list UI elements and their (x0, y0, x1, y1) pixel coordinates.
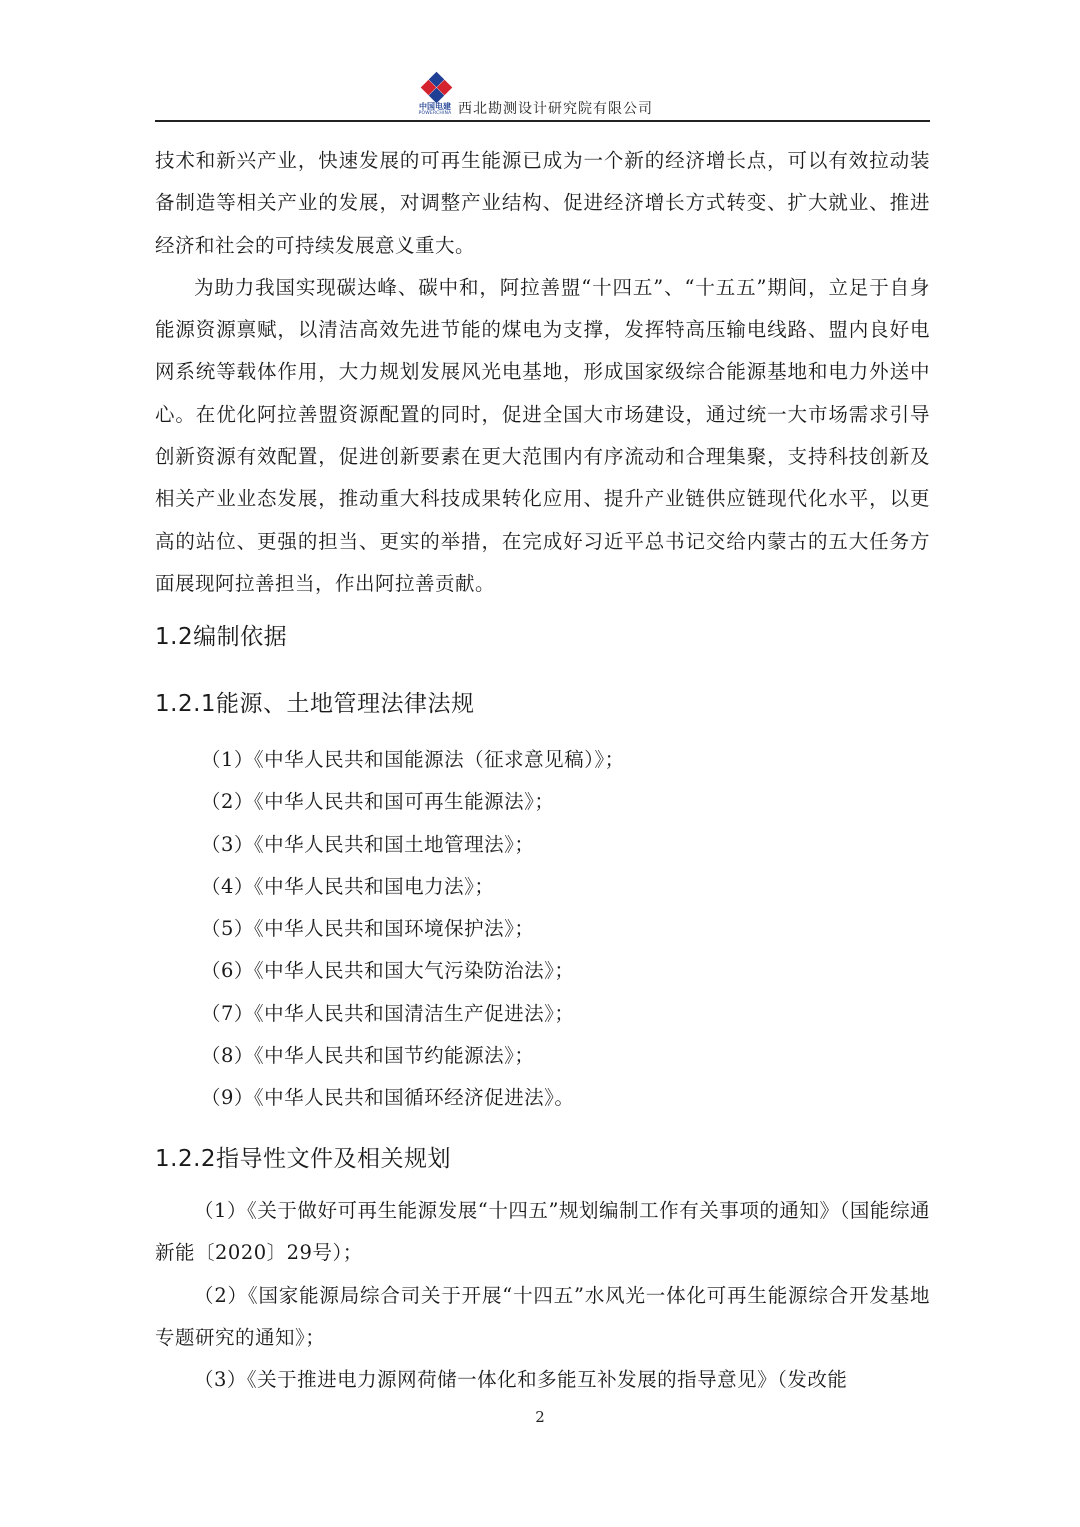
section-heading-1-2-2: 1.2.2指导性文件及相关规划 (155, 1146, 452, 1172)
page-content (155, 140, 930, 1392)
law-list (155, 739, 930, 1120)
page-header (155, 70, 930, 122)
list-item: （1）《关于做好可再生能源发展“十四五”规划编制工作有关事项的通知》（国能综通新能〔2020〕29号）； (155, 1199, 930, 1265)
list-item: （2）《中华人民共和国可再生能源法》； (201, 790, 555, 814)
powerchina-logo-icon (423, 74, 449, 100)
page-number: 2 (535, 1408, 545, 1426)
list-item: （6）《中华人民共和国大气污染防治法》； (201, 959, 575, 983)
list-item: （9）《中华人民共和国循环经济促进法》。 (201, 1086, 575, 1110)
section-heading-1-2: 1.2编制依据 (155, 624, 288, 650)
list-item: （4）《中华人民共和国电力法》； (201, 874, 495, 898)
list-item: （3）《中华人民共和国土地管理法》； (201, 832, 535, 856)
section-heading-1-2-1: 1.2.1能源、土地管理法律法规 (155, 691, 475, 717)
list-item: （8）《中华人民共和国节约能源法》； (201, 1044, 535, 1068)
list-item: （2）《国家能源局综合司关于开展“十四五”水风光一体化可再生能源综合开发基地专题研究的通知》； (155, 1283, 930, 1349)
paragraph-continued: 技术和新兴产业，快速发展的可再生能源已成为一个新的经济增长点，可以有效拉动装备制造等相关产业的发展，对调整产业结构、促进经济增长方式转变、扩大就业、推进经济和社会的可持续发展意义重大。 (155, 149, 930, 257)
paragraph-carbon-goals: 为助力我国实现碳达峰、碳中和，阿拉善盟“十四五”、“十五五”期间，立足于自身能源资源禀赋，以清洁高效先进节能的煤电为支撑，发挥特高压输电线路、盟内良好电网系统等载体作用，大力规划发展风光电基地，形成国家级综合能源基地和电力外送中心。在优化阿拉善盟资源配置的同时，促进全国大市场建设，通过统一大市场需求引导创新资源有效配置，促进创新要素在更大范围内有序流动和合理集聚，支持科技创新及相关产业业态发展，推动重大科技成果转化应用、提升产业链供应链现代化水平，以更高的站位、更强的担当、更实的举措，在完成好习近平总书记交给内蒙古的五大任务方面展现阿拉善担当，作出阿拉善贡献。 (155, 275, 930, 595)
guidance-list (155, 1190, 930, 1401)
logo-text-en: POWERCHINA (418, 111, 452, 116)
list-item: （5）《中华人民共和国环境保护法》； (201, 917, 535, 941)
company-name: 西北勘测设计研究院有限公司 (458, 101, 653, 117)
list-item: （1）《中华人民共和国能源法（征求意见稿）》； (201, 748, 625, 771)
list-item: （7）《中华人民共和国清洁生产促进法》； (201, 1001, 575, 1025)
logo-text-cn: 中国电建 (419, 102, 451, 111)
header-rule (155, 120, 930, 122)
list-item: （3）《关于推进电力源网荷储一体化和多能互补发展的指导意见》（发改能 (194, 1368, 848, 1392)
powerchina-logo (413, 74, 457, 118)
